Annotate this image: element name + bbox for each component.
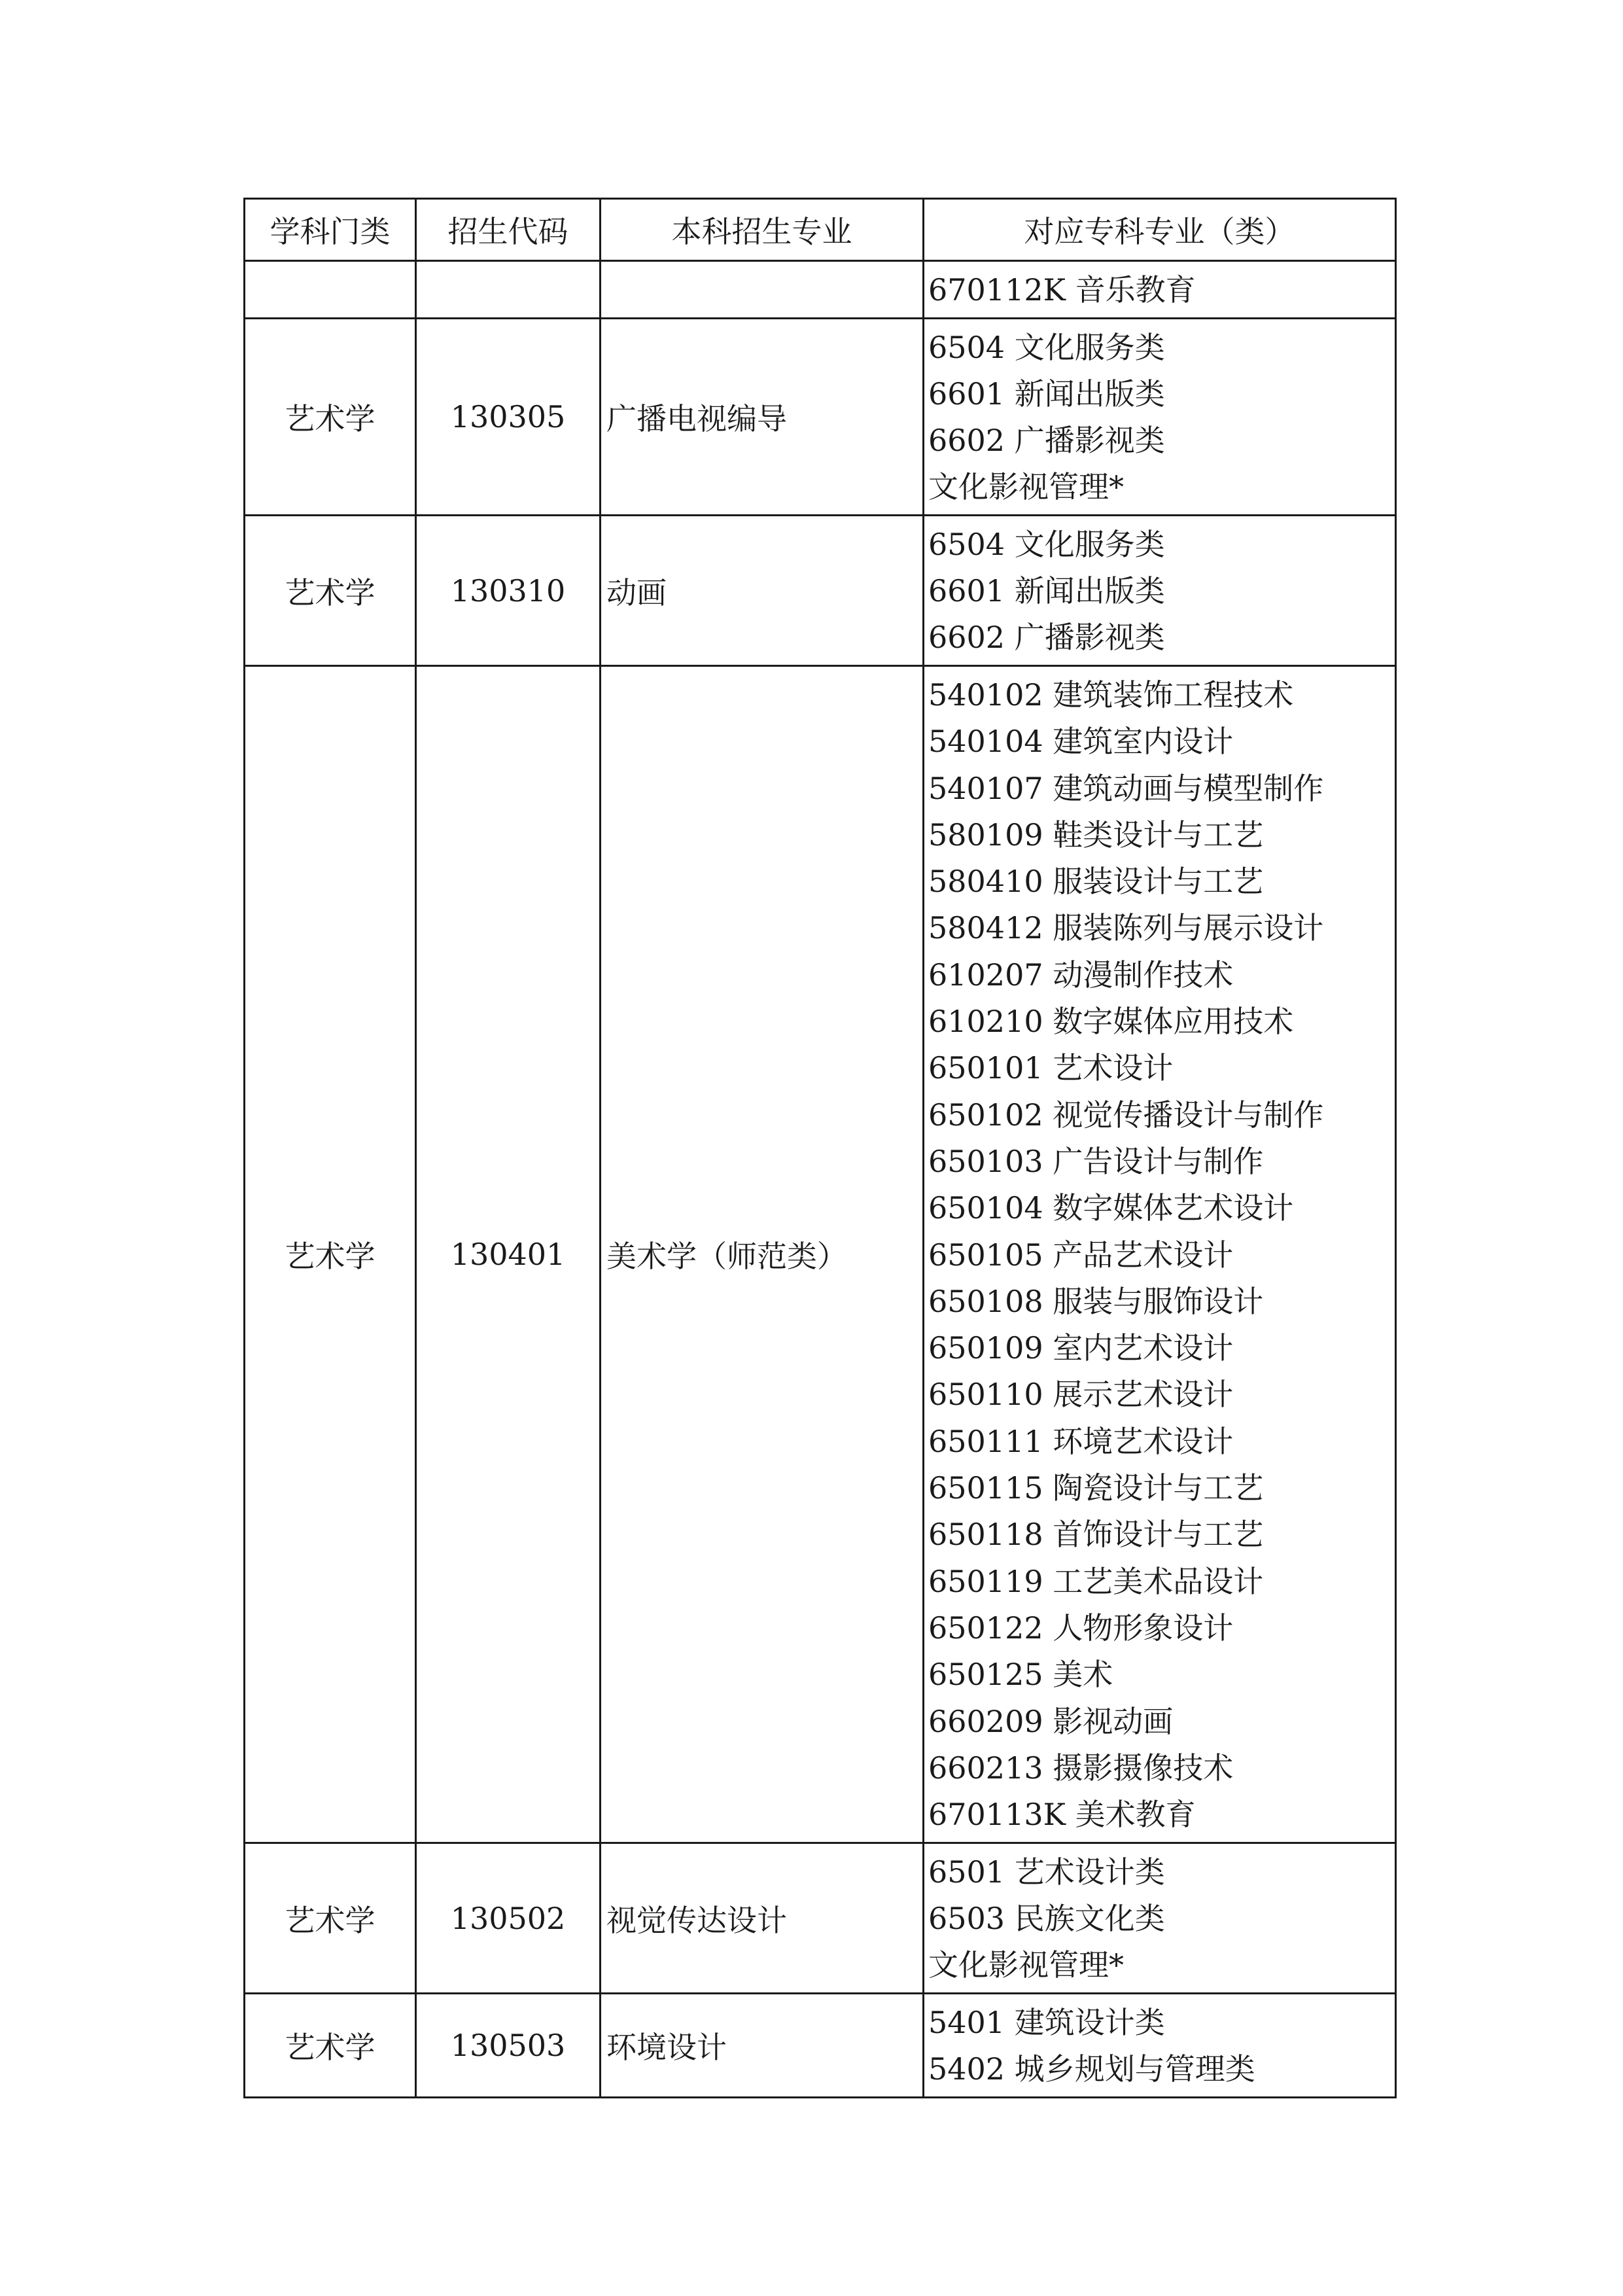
corresponding-majors-cell bbox=[924, 1994, 1396, 2098]
corresponding-major-item: 670113K 美术教育 bbox=[928, 1797, 1196, 1833]
corresponding-major-item: 540107 建筑动画与模型制作 bbox=[928, 770, 1324, 806]
corresponding-major-item: 文化影视管理* bbox=[928, 469, 1124, 504]
table-row bbox=[245, 516, 1396, 666]
corresponding-majors-cell bbox=[924, 1843, 1396, 1994]
corresponding-major-item: 540102 建筑装饰工程技术 bbox=[928, 677, 1294, 713]
corresponding-major-item: 670112K 音乐教育 bbox=[928, 272, 1196, 308]
corresponding-major-item: 6602 广播影视类 bbox=[928, 423, 1165, 458]
code-cell: 130401 bbox=[416, 666, 601, 1843]
header-corresponding: 对应专科专业（类） bbox=[924, 199, 1396, 261]
corresponding-majors-cell bbox=[924, 319, 1396, 516]
code-cell: 130502 bbox=[416, 1843, 601, 1994]
category-cell: 艺术学 bbox=[245, 1994, 416, 2098]
major-cell: 环境设计 bbox=[601, 1994, 924, 2098]
category-cell bbox=[245, 261, 416, 319]
major-cell: 广播电视编导 bbox=[601, 319, 924, 516]
corresponding-major-item: 580109 鞋类设计与工艺 bbox=[928, 817, 1264, 853]
major-mapping-table bbox=[243, 198, 1397, 2098]
corresponding-major-item: 650101 艺术设计 bbox=[928, 1050, 1174, 1086]
code-cell: 130310 bbox=[416, 516, 601, 666]
corresponding-major-item: 660213 摄影摄像技术 bbox=[928, 1750, 1234, 1786]
corresponding-major-item: 6601 新闻出版类 bbox=[928, 376, 1165, 412]
category-cell: 艺术学 bbox=[245, 1843, 416, 1994]
corresponding-major-item: 6602 广播影视类 bbox=[928, 620, 1165, 655]
corresponding-major-item: 5402 城乡规划与管理类 bbox=[928, 2051, 1255, 2087]
corresponding-major-item: 610210 数字媒体应用技术 bbox=[928, 1004, 1294, 1040]
category-cell: 艺术学 bbox=[245, 666, 416, 1843]
major-cell bbox=[601, 261, 924, 319]
corresponding-major-item: 6601 新闻出版类 bbox=[928, 573, 1165, 609]
table-body bbox=[245, 261, 1396, 2098]
corresponding-major-item: 650119 工艺美术品设计 bbox=[928, 1563, 1264, 1599]
corresponding-major-item: 6504 文化服务类 bbox=[928, 330, 1165, 365]
category-cell: 艺术学 bbox=[245, 319, 416, 516]
table-row bbox=[245, 666, 1396, 1843]
corresponding-major-item: 650108 服装与服饰设计 bbox=[928, 1283, 1264, 1319]
category-cell: 艺术学 bbox=[245, 516, 416, 666]
corresponding-major-item: 580410 服装设计与工艺 bbox=[928, 864, 1264, 900]
major-cell: 动画 bbox=[601, 516, 924, 666]
table-row bbox=[245, 319, 1396, 516]
major-cell: 美术学（师范类） bbox=[601, 666, 924, 1843]
code-cell: 130503 bbox=[416, 1994, 601, 2098]
corresponding-major-item: 650118 首饰设计与工艺 bbox=[928, 1517, 1264, 1553]
corresponding-major-item: 650125 美术 bbox=[928, 1657, 1113, 1693]
corresponding-major-item: 650111 环境艺术设计 bbox=[928, 1423, 1234, 1459]
corresponding-majors-cell bbox=[924, 666, 1396, 1843]
corresponding-major-item: 610207 动漫制作技术 bbox=[928, 957, 1234, 993]
corresponding-major-item: 660209 影视动画 bbox=[928, 1703, 1174, 1739]
corresponding-major-item: 650102 视觉传播设计与制作 bbox=[928, 1097, 1324, 1133]
corresponding-major-item: 650104 数字媒体艺术设计 bbox=[928, 1190, 1294, 1226]
code-cell: 130305 bbox=[416, 319, 601, 516]
header-major: 本科招生专业 bbox=[601, 199, 924, 261]
corresponding-major-item: 6504 文化服务类 bbox=[928, 527, 1165, 562]
corresponding-major-item: 650122 人物形象设计 bbox=[928, 1610, 1234, 1646]
corresponding-major-item: 650110 展示艺术设计 bbox=[928, 1377, 1234, 1413]
code-cell bbox=[416, 261, 601, 319]
table-row bbox=[245, 1843, 1396, 1994]
table-header-row bbox=[245, 199, 1396, 261]
corresponding-major-item: 6501 艺术设计类 bbox=[928, 1854, 1165, 1890]
header-category: 学科门类 bbox=[245, 199, 416, 261]
corresponding-major-item: 650109 室内艺术设计 bbox=[928, 1330, 1234, 1366]
header-code: 招生代码 bbox=[416, 199, 601, 261]
corresponding-major-item: 6503 民族文化类 bbox=[928, 1901, 1165, 1937]
corresponding-major-item: 650105 产品艺术设计 bbox=[928, 1237, 1234, 1273]
corresponding-major-item: 650115 陶瓷设计与工艺 bbox=[928, 1470, 1264, 1506]
table-row bbox=[245, 261, 1396, 319]
corresponding-major-item: 文化影视管理* bbox=[928, 1947, 1124, 1983]
corresponding-major-item: 5401 建筑设计类 bbox=[928, 2005, 1165, 2041]
corresponding-major-item: 650103 广告设计与制作 bbox=[928, 1143, 1264, 1179]
major-cell: 视觉传达设计 bbox=[601, 1843, 924, 1994]
table-row bbox=[245, 1994, 1396, 2098]
corresponding-majors-cell bbox=[924, 261, 1396, 319]
corresponding-major-item: 580412 服装陈列与展示设计 bbox=[928, 910, 1324, 946]
corresponding-major-item: 540104 建筑室内设计 bbox=[928, 724, 1234, 760]
corresponding-majors-cell bbox=[924, 516, 1396, 666]
